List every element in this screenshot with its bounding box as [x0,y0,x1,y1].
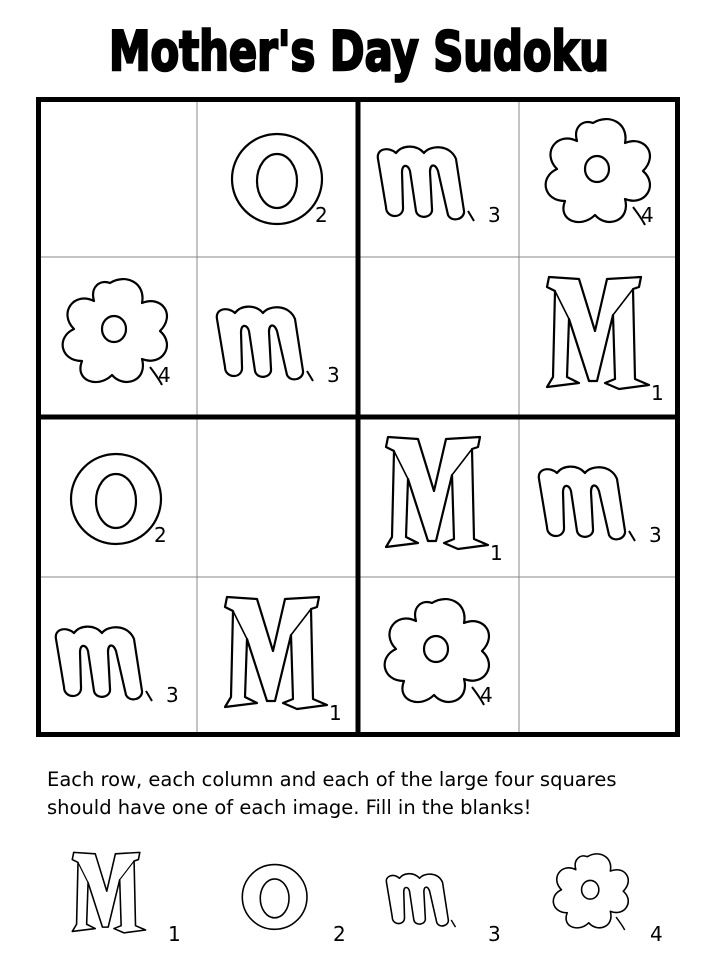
key-number: 4 [650,922,663,946]
letter-o-icon [197,97,358,257]
title-svg [0,8,718,88]
letter-o-icon [205,838,345,953]
sudoku-grid [36,97,680,737]
lowercase-m-icon [360,838,500,953]
symbol-number: 4 [158,363,171,387]
instructions-text: Each row, each column and each of the large four squares should have one of each image. Fill in the blanks! [47,768,617,819]
grid-cell [519,257,680,417]
flower-icon [36,257,197,417]
key-item [205,838,345,953]
symbol-number: 1 [490,541,503,565]
flower-icon [519,97,680,257]
grid-cell [197,97,358,257]
key-number: 2 [333,922,346,946]
grid-cell [358,97,519,257]
grid-cell-blank[interactable] [36,97,197,257]
symbol-number: 3 [166,683,179,707]
title-text: Mother's Day Sudoku [109,20,609,83]
symbol-number: 1 [329,701,342,725]
lowercase-m-icon [197,257,358,417]
grid-cell-blank[interactable] [519,577,680,737]
page-title [0,8,718,88]
flower-icon [358,577,519,737]
symbol-number: 2 [315,203,328,227]
grid-cell-blank[interactable] [197,417,358,577]
grid-cell-blank[interactable] [358,257,519,417]
grid-cell [36,577,197,737]
grid-cell [358,417,519,577]
symbol-number: 4 [641,203,654,227]
lowercase-m-icon [358,97,519,257]
grid-cell [36,257,197,417]
symbol-number: 1 [651,381,664,405]
flower-icon [522,838,662,953]
grid-cell [358,577,519,737]
lowercase-m-icon [36,577,197,737]
key-item [360,838,500,953]
grid-cell [197,577,358,737]
grid-cell [197,257,358,417]
grid-cell [36,417,197,577]
letter-o-icon [36,417,197,577]
grid-cell [519,417,680,577]
grid-cell [519,97,680,257]
lowercase-m-icon [519,417,680,577]
key-item [40,838,180,953]
key-number: 3 [488,922,501,946]
capital-m-icon [40,838,180,953]
symbol-number: 3 [649,523,662,547]
symbol-key [0,838,718,953]
key-item [522,838,662,953]
symbol-number: 2 [154,523,167,547]
symbol-number: 4 [480,683,493,707]
symbol-number: 3 [488,203,501,227]
symbol-number: 3 [327,363,340,387]
key-number: 1 [168,922,181,946]
